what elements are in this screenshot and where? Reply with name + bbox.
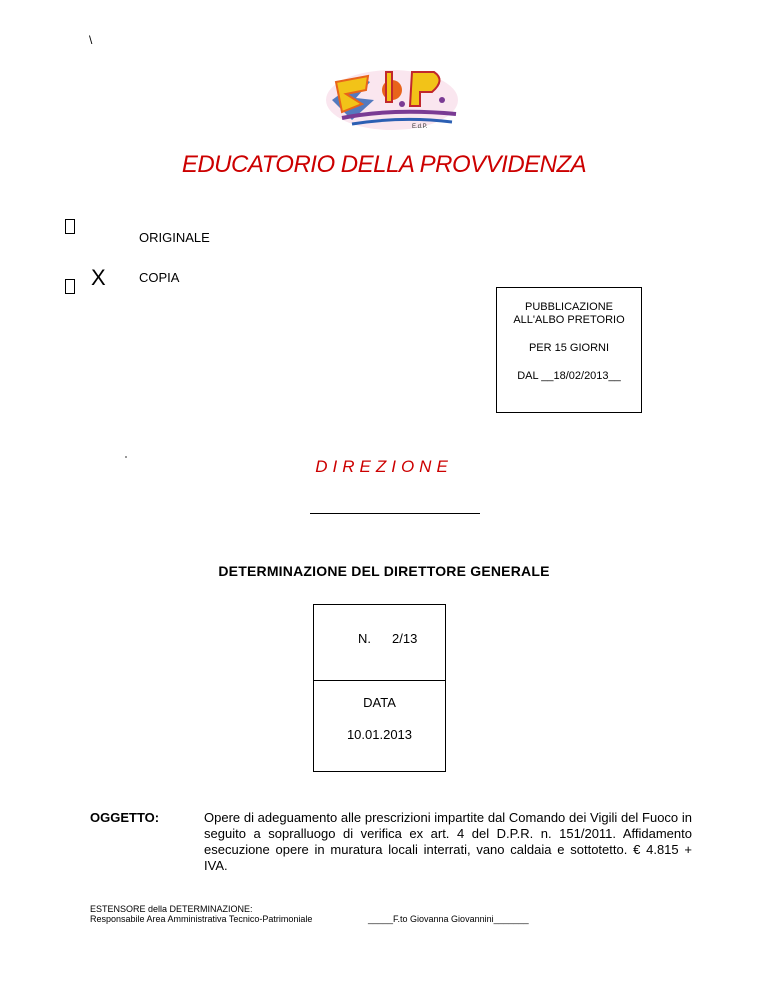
- box-divider: [314, 680, 445, 681]
- author-block: [90, 904, 312, 924]
- subject-label: OGGETTO:: [90, 810, 160, 825]
- publication-from: DAL __18/02/2013__: [517, 370, 621, 382]
- author-line1: ESTENSORE della DETERMINAZIONE:: [90, 904, 253, 914]
- publication-line2: ALL'ALBO PRETORIO: [513, 314, 625, 326]
- number-date-box: [313, 604, 446, 772]
- section-underline: [310, 513, 480, 514]
- logo-caption: E.d.P.: [412, 124, 428, 130]
- number-label: N.: [358, 631, 371, 646]
- date-value: 10.01.2013: [346, 727, 413, 742]
- publication-box: [496, 287, 642, 413]
- publication-heading: [497, 301, 641, 327]
- signature-line: _____F.to Giovanna Giovannini_______: [368, 914, 529, 924]
- subject-text: Opere di adeguamento alle prescrizioni impartite dal Comando dei Vigili del Fuoco in seguito a sopralluogo di verifica ex art. 4 del D.P.R. n. 151/2011. Affidamento esecuzione opere in muratura locali interrati, vano caldaia e sottotetto. € 4.815 + IVA.: [204, 810, 692, 873]
- author-line2: Responsabile Area Amministrativa Tecnico-Patrimoniale: [90, 914, 313, 924]
- edp-logo: [322, 60, 462, 136]
- stray-backslash: \: [89, 33, 93, 47]
- number-value: 2/13: [392, 631, 418, 646]
- section-title: DIREZIONE: [315, 457, 453, 476]
- copy-selected-mark: X: [91, 265, 106, 290]
- date-label: DATA: [363, 695, 396, 710]
- publication-line1: PUBBLICAZIONE: [524, 301, 614, 313]
- option-copy-label: COPIA: [139, 270, 180, 285]
- organization-title: EDUCATORIO DELLA PROVVIDENZA: [181, 151, 587, 178]
- determination-title: DETERMINAZIONE DEL DIRETTORE GENERALE: [218, 563, 550, 579]
- publication-days: PER 15 GIORNI: [528, 342, 610, 354]
- checkbox-original-icon: [65, 219, 75, 234]
- option-original-label: ORIGINALE: [139, 230, 210, 245]
- checkbox-copy-icon: [65, 279, 75, 294]
